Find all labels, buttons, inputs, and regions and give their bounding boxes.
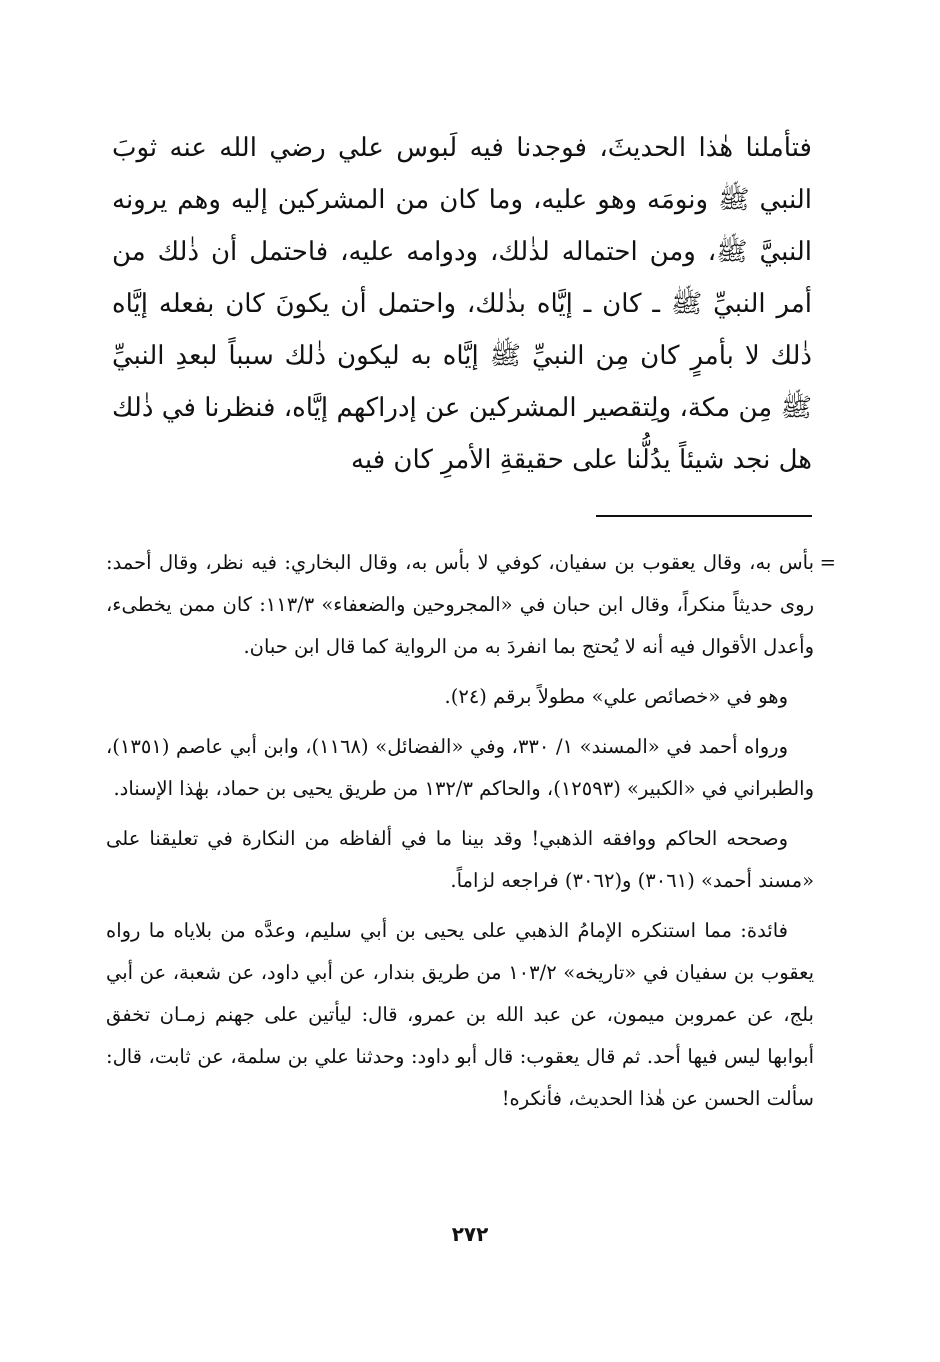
footnote-paragraph [106, 542, 836, 668]
footnote-paragraph: ورواه أحمد في «المسند» ١/ ٣٣٠، وفي «الفضائل» (١١٦٨)، وابن أبي عاصم (١٣٥١)، والطبراني في «الكبير» (١٢٥٩٣)، والحاكم ١٣٢/٣ من طريق يحيى بن حماد، بهٰذا الإسناد. [106, 735, 814, 800]
footnote-paragraph: فائدة: مما استنكره الإمامُ الذهبي على يحيى بن أبي سليم، وعدَّه من بلاياه ما رواه يعقوب بن سفيان في «تاريخه» ١٠٣/٢ من طريق بندار، عن أبي داود، عن شعبة، عن أبي بلج، عن عمروبن ميمون، عن عبد الله بن عمرو، قال: ليأتين على جهنم زمـان تخفق أبوابها ليس فيها أحد. ثم قال يعقوب: قال أبو داود: وحدثنا علي بن سلمة، عن ثابت، قال: سألت الحسن عن هٰذا الحديث، فأنكره! [106, 919, 814, 1110]
footnote-text: بأس به، وقال يعقوب بن سفيان، كوفي لا بأس به، وقال البخاري: فيه نظر، وقال أحمد: روى حديثاً منكراً، وقال ابن حبان في «المجروحين والضعفاء» ١١٣/٣: كان ممن يخطىء، وأعدل الأقوال فيه أنه لا يُحتج بما انفردَ به من الرواية كما قال ابن حبان. [106, 551, 814, 658]
page-number: ٢٧٢ [451, 1222, 489, 1246]
footnote-paragraph: وهو في «خصائص علي» مطولاً برقم (٢٤). [444, 685, 788, 708]
main-text-paragraph: فتأملنا هٰذا الحديثَ، فوجدنا فيه لَبوس علي رضي الله عنه ثوبَ النبي ﷺ ونومَه وهو عليه، وما كان من المشركين إليه وهم يرونه النبيَّ ﷺ، ومن احتماله لذٰلك، ودوامه عليه، فاحتمل أن ذٰلك من أمر النبيِّ ﷺ ـ كان ـ إيَّاه بذٰلك، واحتمل أن يكونَ كان بفعله إيَّاه ذٰلك لا بأمرٍ كان مِن النبيِّ ﷺ إيَّاه به ليكون ذٰلك سبباً لبعدِ النبيِّ ﷺ مِن مكة، ولِتقصير المشركين عن إدراكهم إيَّاه، فنظرنا في ذٰلك هل نجد شيئاً يدُلُّنا على حقيقةِ الأمرِ كان فيه [112, 133, 812, 475]
footnote-separator [596, 515, 812, 517]
footnotes-section [106, 542, 836, 1128]
continuation-mark: = [819, 551, 836, 574]
footnote-paragraph: وصححه الحاكم ووافقه الذهبي! وقد بينا ما في ألفاظه من النكارة في تعليقنا على «مسند أحمد» (٣٠٦١) و(٣٠٦٢) فراجعه لزاماً. [106, 827, 814, 892]
